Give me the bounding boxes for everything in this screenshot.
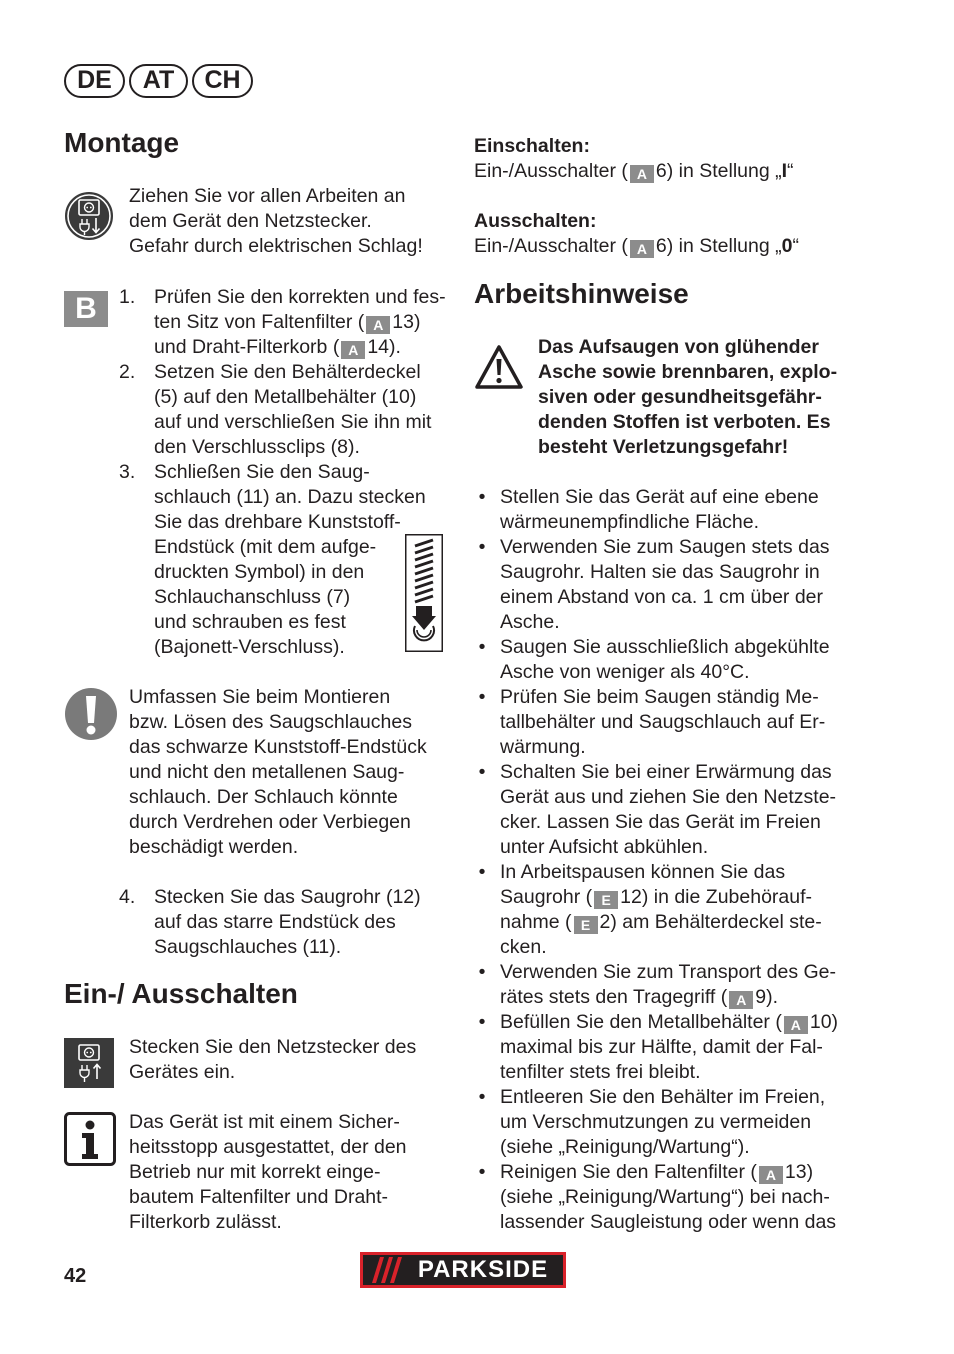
text-line: schlauch (11) an. Dazu stecken [154,486,426,508]
list-item [500,685,870,760]
bullet-marker: • [478,961,486,983]
list-item-line: Schalten Sie bei einer Erwärmung das [500,761,832,783]
list-item-line: (siehe „Reinigung/Wartung“) bei nach- [500,1186,830,1208]
figure-b-label: B [64,291,108,327]
unplug-icon [64,191,114,246]
list-item-line: unter Aufsicht abkühlen. [500,836,709,858]
unplug-note-line: Gefahr durch elektrischen Schlag! [129,235,423,257]
switch-position: I [781,160,788,182]
list-item-line: Entleeren Sie den Behälter im Freien, [500,1086,826,1108]
info-icon [64,1112,116,1171]
work-heading: Arbeitshinweise [474,278,689,309]
unplug-note-line: Ziehen Sie vor allen Arbeiten an [129,185,406,207]
list-item-line: Asche. [500,611,560,633]
figure-ref-tag: E [594,891,618,909]
list-item-line: Saugrohr ( E 12) in die Zubehörauf- [500,886,813,908]
list-item [500,1160,870,1235]
figure-ref-tag: A [366,316,390,334]
list-item-line: wärmung. [500,736,586,758]
text-line: und Draht-Filterkorb ( A 14). [154,336,401,358]
bullet-marker: • [478,1011,486,1033]
caution-note [129,685,459,860]
list-item [500,860,870,960]
caution-note-line: und nicht den metallenen Saug- [129,761,405,783]
text-line: druckten Symbol) in den [154,561,365,583]
text-line: und schrauben es fest [154,611,346,633]
bullet-marker: • [478,1086,486,1108]
text-line: Sie das drehbare Kunststoff- [154,511,401,533]
bullet-marker: • [478,636,486,658]
montage-heading: Montage [64,127,180,158]
list-item-line: cken. [500,936,547,958]
bullet-marker: • [478,536,486,558]
list-item [500,535,870,635]
warning-note [538,335,878,460]
caution-note-line: Umfassen Sie beim Montieren [129,686,391,708]
text-line: ten Sitz von Faltenfilter ( A 13) [154,311,421,333]
step-2-text [154,360,459,460]
caution-note-line: schlauch. Der Schlauch könnte [129,786,398,808]
parkside-wordmark: PARKSIDE [417,1256,549,1283]
bullet-marker: • [478,861,486,883]
step-number: 2. [119,361,136,383]
warning-line: Asche sowie brennbaren, explo- [538,361,838,383]
bullet-marker: • [478,1161,486,1183]
caution-note-line: beschädigt werden. [129,836,299,858]
warning-line: siven oder gesundheitsgefähr- [538,386,822,408]
lang-badge-de: DE [64,64,125,98]
list-item-line: nahme ( E 2) am Behälterdeckel ste- [500,911,822,933]
figure-ref-tag: E [574,916,598,934]
text-line: Setzen Sie den Behälterdeckel [154,361,421,383]
list-item-line: einem Abstand von ca. 1 cm über der [500,586,824,608]
list-item-line: Saugen Sie ausschließlich abgekühlte [500,636,830,658]
lang-badge-at: AT [129,64,188,98]
text-line: Endstück (mit dem aufge- [154,536,377,558]
step-number: 4. [119,886,136,908]
step-number: 3. [119,461,136,483]
info-note [129,1110,459,1235]
list-item-line: In Arbeitspausen können Sie das [500,861,786,883]
list-item-line: lassender Saugleistung oder wenn das [500,1211,837,1233]
step-4 [119,885,459,965]
text-line: Saugschlauches (11). [154,936,342,958]
text-line: auf und verschließen Sie ihn mit [154,411,432,433]
unplug-note-line: dem Gerät den Netzstecker. [129,210,372,232]
info-note-line: Filterkorb zulässt. [129,1211,282,1233]
text-line: (5) auf den Metallbehälter (10) [154,386,417,408]
list-item-line: Reinigen Sie den Faltenfilter ( A 13) [500,1161,814,1183]
info-note-line: heitsstopp ausgestattet, der den [129,1136,407,1158]
figure-ref-tag: A [729,991,753,1009]
warning-line: denden Stoffen ist verboten. Es [538,411,831,433]
switch-position: 0 [781,235,793,257]
plug-in-icon [64,1038,114,1093]
unplug-note [129,184,459,259]
caution-note-line: das schwarze Kunststoff-Endstück [129,736,427,758]
list-item [500,760,870,860]
page-number: 42 [64,1265,87,1287]
step-4-text [154,885,459,960]
step-1-text [154,285,459,360]
info-note-line: Betrieb nur mit korrekt einge- [129,1161,381,1183]
switch-off-text: Ein-/Ausschalter ( A 6) in Stellung „0“ [474,235,799,257]
caution-note-line: durch Verdrehen oder Verbiegen [129,811,411,833]
switch-heading: Ein-/ Ausschalten [64,978,298,1009]
info-note-line: Das Gerät ist mit einem Sicher- [129,1111,400,1133]
hose-bayonet-icon [405,534,443,657]
switch-on-text: Ein-/Ausschalter ( A 6) in Stellung „I“ [474,160,794,182]
list-item-line: wärmeunempfindliche Fläche. [500,511,760,533]
list-item-line: tallbehälter und Saugschlauch auf Er- [500,711,826,733]
warning-line: besteht Verletzungsgefahr! [538,436,789,458]
caution-icon [64,687,118,746]
plug-note [129,1035,459,1085]
text-line: Schlauchanschluss (7) [154,586,351,608]
text-line: den Verschlussclips (8). [154,436,360,458]
figure-ref-tag: A [784,1016,808,1034]
list-item [500,485,870,535]
text-line: Stecken Sie das Saugrohr (12) [154,886,421,908]
bullet-marker: • [478,686,486,708]
list-item-line: Saugrohr. Halten sie das Saugrohr in [500,561,820,583]
list-item-line: maximal bis zur Hälfte, damit der Fal- [500,1036,823,1058]
list-item-line: um Verschmutzungen zu vermeiden [500,1111,812,1133]
list-item-line: rätes stets den Tragegriff ( A 9). [500,986,779,1008]
figure-ref-tag: A [630,240,654,258]
list-item-line: (siehe „Reinigung/Wartung“). [500,1136,750,1158]
figure-ref-tag: A [630,165,654,183]
list-item-line: Stellen Sie das Gerät auf eine ebene [500,486,819,508]
list-item-line: tenfilter stets frei bleibt. [500,1061,701,1083]
list-item [500,1010,870,1085]
figure-ref-tag: A [341,341,365,359]
text-line: Schließen Sie den Saug- [154,461,370,483]
list-item-line: Verwenden Sie zum Saugen stets das [500,536,830,558]
list-item-line: Gerät aus und ziehen Sie den Netzste- [500,786,837,808]
text-line: Prüfen Sie den korrekten und fes- [154,286,446,308]
plug-note-line: Gerätes ein. [129,1061,236,1083]
step-number: 1. [119,286,136,308]
caution-note-line: bzw. Lösen des Saugschlauches [129,711,412,733]
warning-line: Das Aufsaugen von glühender [538,336,819,358]
bullet-marker: • [478,761,486,783]
list-item [500,635,870,685]
list-item-line: Befüllen Sie den Metallbehälter ( A 10) [500,1011,839,1033]
switch-on-label: Einschalten: [474,135,590,157]
list-item-line: Verwenden Sie zum Transport des Ge- [500,961,837,983]
list-item [500,1085,870,1160]
plug-note-line: Stecken Sie den Netzstecker des [129,1036,417,1058]
list-item-line: Asche von weniger als 40°C. [500,661,750,683]
figure-ref-tag: A [759,1166,783,1184]
lang-badge-ch: CH [192,64,253,98]
text-line: (Bajonett-Verschluss). [154,636,345,658]
parkside-logo [360,1252,566,1288]
list-item-line: Prüfen Sie beim Saugen ständig Me- [500,686,819,708]
bullet-marker: • [478,486,486,508]
info-note-line: bautem Faltenfilter und Draht- [129,1186,389,1208]
switch-off-label: Ausschalten: [474,210,597,232]
text-line: auf das starre Endstück des [154,911,396,933]
list-item-line: cker. Lassen Sie das Gerät im Freien [500,811,821,833]
list-item [500,960,870,1010]
warning-icon [474,344,524,395]
